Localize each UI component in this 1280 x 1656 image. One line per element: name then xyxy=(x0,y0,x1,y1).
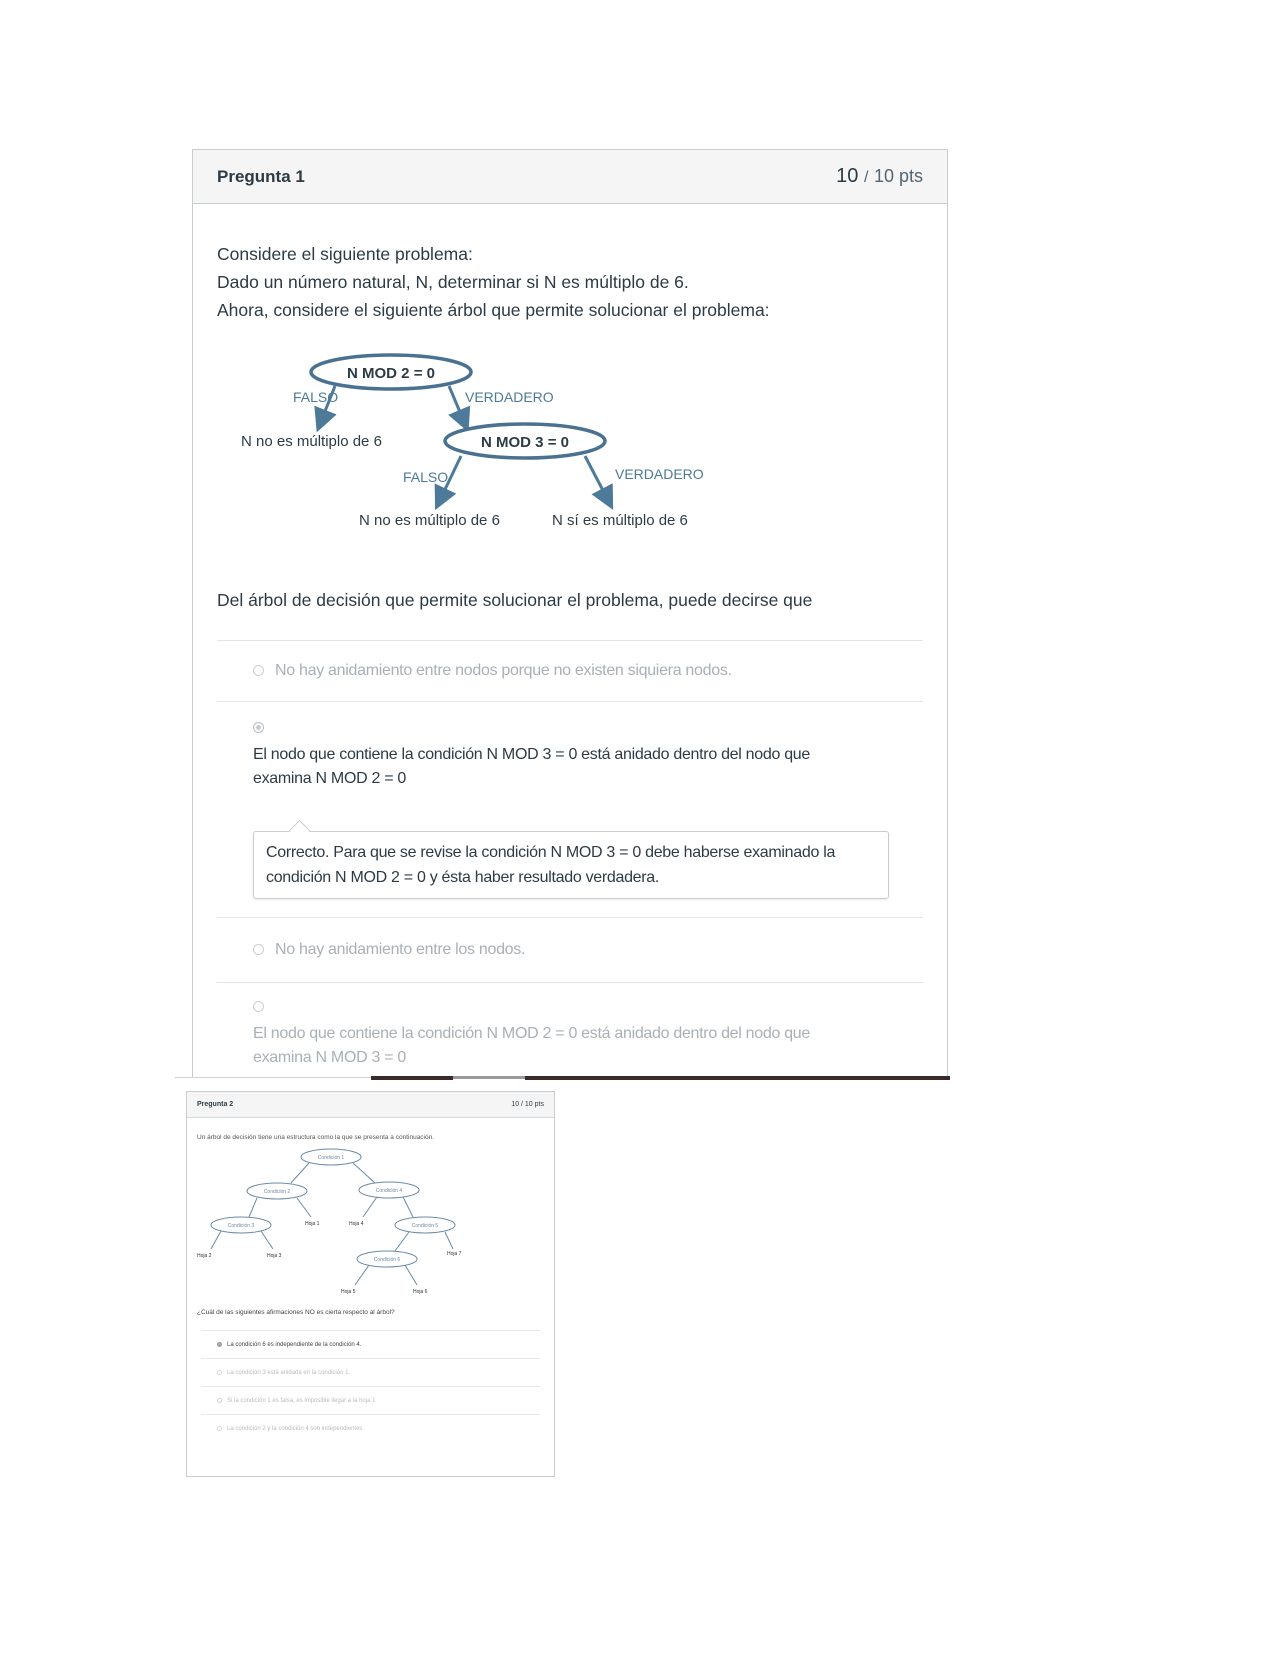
leaf-label: N no es múltiplo de 6 xyxy=(241,433,382,450)
answer-text: Si la condición 1 es falsa, es imposible llegar a la hoja 1 xyxy=(227,1397,376,1404)
node-label: Condición 4 xyxy=(375,1188,403,1194)
node-label: Condición 2 xyxy=(263,1189,291,1195)
radio-button[interactable] xyxy=(217,1426,222,1431)
score-earned: 10 xyxy=(836,165,859,187)
radio-button-selected[interactable] xyxy=(253,722,264,733)
answer-option[interactable] xyxy=(201,1358,540,1386)
leaf-label: Hoja 1 xyxy=(305,1221,320,1227)
leaf-label: Hoja 4 xyxy=(349,1221,364,1227)
node-label: Condición 5 xyxy=(411,1223,439,1229)
leaf-label: N no es múltiplo de 6 xyxy=(359,512,500,529)
question-1-header xyxy=(193,150,947,204)
answer-text: La condición 2 y la condición 4 son independientes xyxy=(227,1425,363,1432)
answer-text: No hay anidamiento entre los nodos. xyxy=(275,941,526,958)
screenshot-divider xyxy=(175,1076,950,1080)
question-2-header xyxy=(187,1092,554,1118)
score-separator: / xyxy=(863,169,869,186)
leaf-label: Hoja 7 xyxy=(447,1251,462,1257)
stem-line: Considere el siguiente problema: xyxy=(217,244,473,264)
answer-option-selected[interactable] xyxy=(217,701,923,917)
answer-list-2 xyxy=(201,1330,540,1442)
question-2-stem: Un árbol de decisión tiene una estructura como la que se presenta a continuación. xyxy=(197,1134,435,1141)
branch-label-false: FALSO xyxy=(403,469,449,485)
decision-tree-diagram xyxy=(225,352,725,542)
question-1-card xyxy=(192,149,948,1077)
node-label: Condición 3 xyxy=(227,1223,255,1229)
decision-tree-diagram-2 xyxy=(191,1143,491,1303)
radio-button-selected[interactable] xyxy=(217,1342,222,1347)
node-label: Condición 1 xyxy=(317,1155,345,1161)
answer-list xyxy=(217,640,923,1077)
answer-text: El nodo que contiene la condición N MOD 3 = 0 está anidado dentro del nodo que examina N MOD 2 = 0 xyxy=(253,746,811,787)
root-node-label: N MOD 2 = 0 xyxy=(347,365,435,382)
arrow-true-2 xyxy=(585,456,609,502)
branch-label-false: FALSO xyxy=(293,389,339,405)
answer-option[interactable] xyxy=(201,1414,540,1442)
leaf-label: Hoja 6 xyxy=(413,1289,428,1295)
question-1-stem xyxy=(217,240,923,324)
leaf-label: Hoja 3 xyxy=(267,1253,282,1259)
question-2-card xyxy=(186,1091,555,1477)
radio-button[interactable] xyxy=(253,1001,264,1012)
question-2-prompt: ¿Cuál de las siguientes afirmaciones NO es cierta respecto al árbol? xyxy=(197,1309,395,1316)
radio-button[interactable] xyxy=(253,665,264,676)
answer-option[interactable] xyxy=(217,982,923,1077)
stem-line: Dado un número natural, N, determinar si N es múltiplo de 6. xyxy=(217,272,689,292)
answer-text: La condición 3 está anidada en la condición 1. xyxy=(227,1369,351,1376)
radio-button[interactable] xyxy=(253,944,264,955)
answer-option-selected[interactable] xyxy=(201,1330,540,1358)
radio-button[interactable] xyxy=(217,1370,222,1375)
answer-feedback: Correcto. Para que se revise la condición N MOD 3 = 0 debe haberse examinado la condición N MOD 2 = 0 y ésta haber resultado verdadera. xyxy=(253,831,889,899)
answer-option[interactable] xyxy=(217,917,923,982)
leaf-label: Hoja 5 xyxy=(341,1289,356,1295)
arrow-true-1 xyxy=(449,386,465,424)
branch-label-true: VERDADERO xyxy=(615,466,704,482)
leaf-label: N sí es múltiplo de 6 xyxy=(552,512,688,529)
stem-line: Ahora, considere el siguiente árbol que permite solucionar el problema: xyxy=(217,300,770,320)
leaf-label: Hoja 2 xyxy=(197,1253,212,1259)
score-possible: 10 pts xyxy=(873,166,923,186)
question-2-score: 10 / 10 pts xyxy=(511,1101,544,1108)
answer-text: La condición 6 es independiente de la condición 4. xyxy=(227,1341,362,1348)
inner-node-label: N MOD 3 = 0 xyxy=(481,434,569,451)
answer-option[interactable] xyxy=(217,640,923,701)
answer-text: El nodo que contiene la condición N MOD 2 = 0 está anidado dentro del nodo que examina N MOD 3 = 0 xyxy=(253,1025,811,1066)
answer-text: No hay anidamiento entre nodos porque no existen siquiera nodos. xyxy=(275,662,732,679)
answer-option[interactable] xyxy=(201,1386,540,1414)
node-label: Condición 6 xyxy=(373,1257,401,1263)
branch-label-true: VERDADERO xyxy=(465,389,554,405)
question-1-prompt: Del árbol de decisión que permite solucionar el problema, puede decirse que xyxy=(217,590,813,610)
question-1-title: Pregunta 1 xyxy=(217,166,305,186)
question-1-score xyxy=(836,165,923,188)
radio-button[interactable] xyxy=(217,1398,222,1403)
question-2-title: Pregunta 2 xyxy=(197,1101,234,1108)
